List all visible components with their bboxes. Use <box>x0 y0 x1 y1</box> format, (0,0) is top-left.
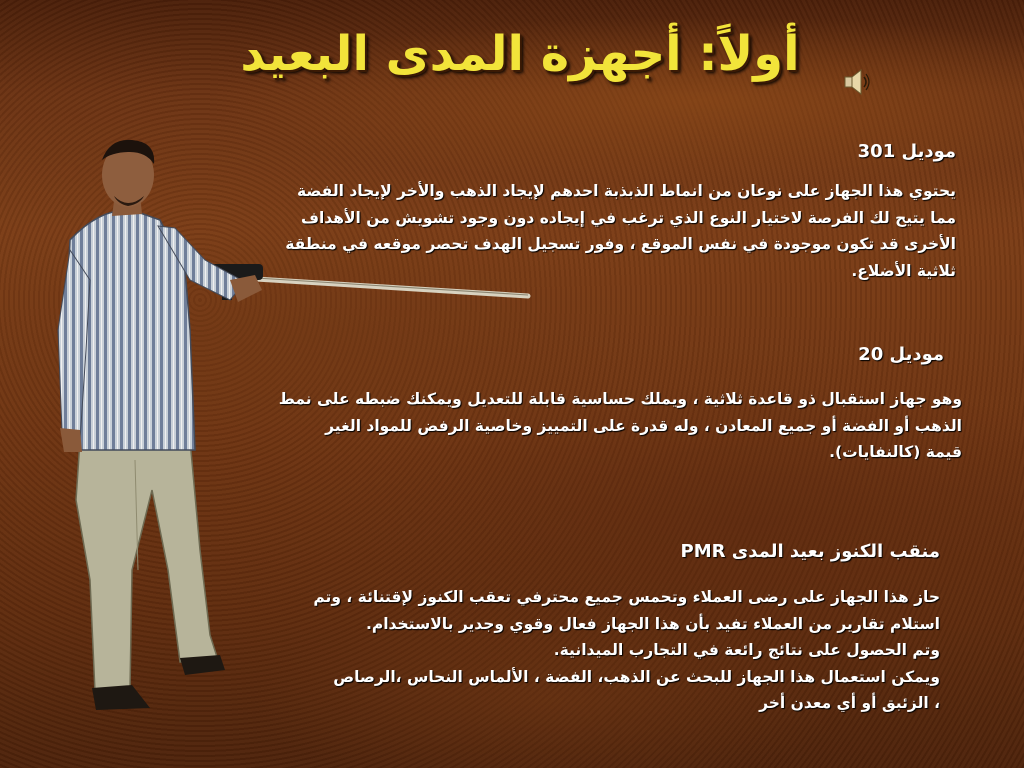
pmr-heading <box>540 540 940 564</box>
paragraph-line: ويمكن استعمال هذا الجهاز للبحث عن الذهب، الفضة ، الألماس النحاس ،الرصاص <box>333 667 940 686</box>
section-heading: موديل 301 <box>857 141 956 162</box>
section-heading: منقب الكنوز بعيد المدى PMR <box>680 541 940 562</box>
paragraph-line: الذهب أو الفضة أو جميع المعادن ، وله قدرة على التمييز وخاصية الرفض للمواد الغير <box>325 416 962 435</box>
slide-title: أولاً: أجهزة المدى البعيد <box>240 26 800 82</box>
model-301-description <box>196 178 956 284</box>
pmr-description <box>240 584 940 717</box>
paragraph-line: مما يتيح لك الفرصة لاختيار النوع الذي ترغب في إيجاده دون وجود تشويش من الأهداف <box>300 208 956 227</box>
paragraph-line: يحتوي هذا الجهاز على نوعان من انماط الذبذبة احدهم لإيجاد الذهب والأخر لإيجاد الفضة <box>297 182 956 200</box>
model-301-heading <box>656 140 956 164</box>
paragraph-line: ثلاثية الأضلاع. <box>851 261 956 280</box>
paragraph-line: استلام تقارير من العملاء تفيد بأن هذا الجهاز فعال وقوي وجدير بالاستخدام. <box>365 614 940 633</box>
section-heading: موديل 20 <box>858 344 944 365</box>
model-20-heading <box>644 343 944 367</box>
model-20-description <box>182 386 962 466</box>
paragraph-line: الأخرى قد تكون موجودة في نفس الموقع ، وفور تسجيل الهدف تحصر موقعه في منطقة <box>285 235 956 253</box>
paragraph-line: حاز هذا الجهاز على رضى العملاء وتحمس جميع محترفي تعقب الكنوز لإقتنائة ، وتم <box>313 588 940 606</box>
paragraph-line: وتم الحصول على نتائج رائعة في التجارب الميدانية. <box>553 641 940 659</box>
paragraph-line: قيمة (كالنفايات). <box>829 443 962 461</box>
paragraph-line: ، الزئبق أو أي معدن أخر <box>759 694 940 712</box>
speaker-icon[interactable] <box>842 66 872 98</box>
paragraph-line: وهو جهاز استقبال ذو قاعدة ثلاثية ، ويملك حساسية قابلة للتعديل ويمكنك ضبطه على نمط <box>278 390 962 408</box>
